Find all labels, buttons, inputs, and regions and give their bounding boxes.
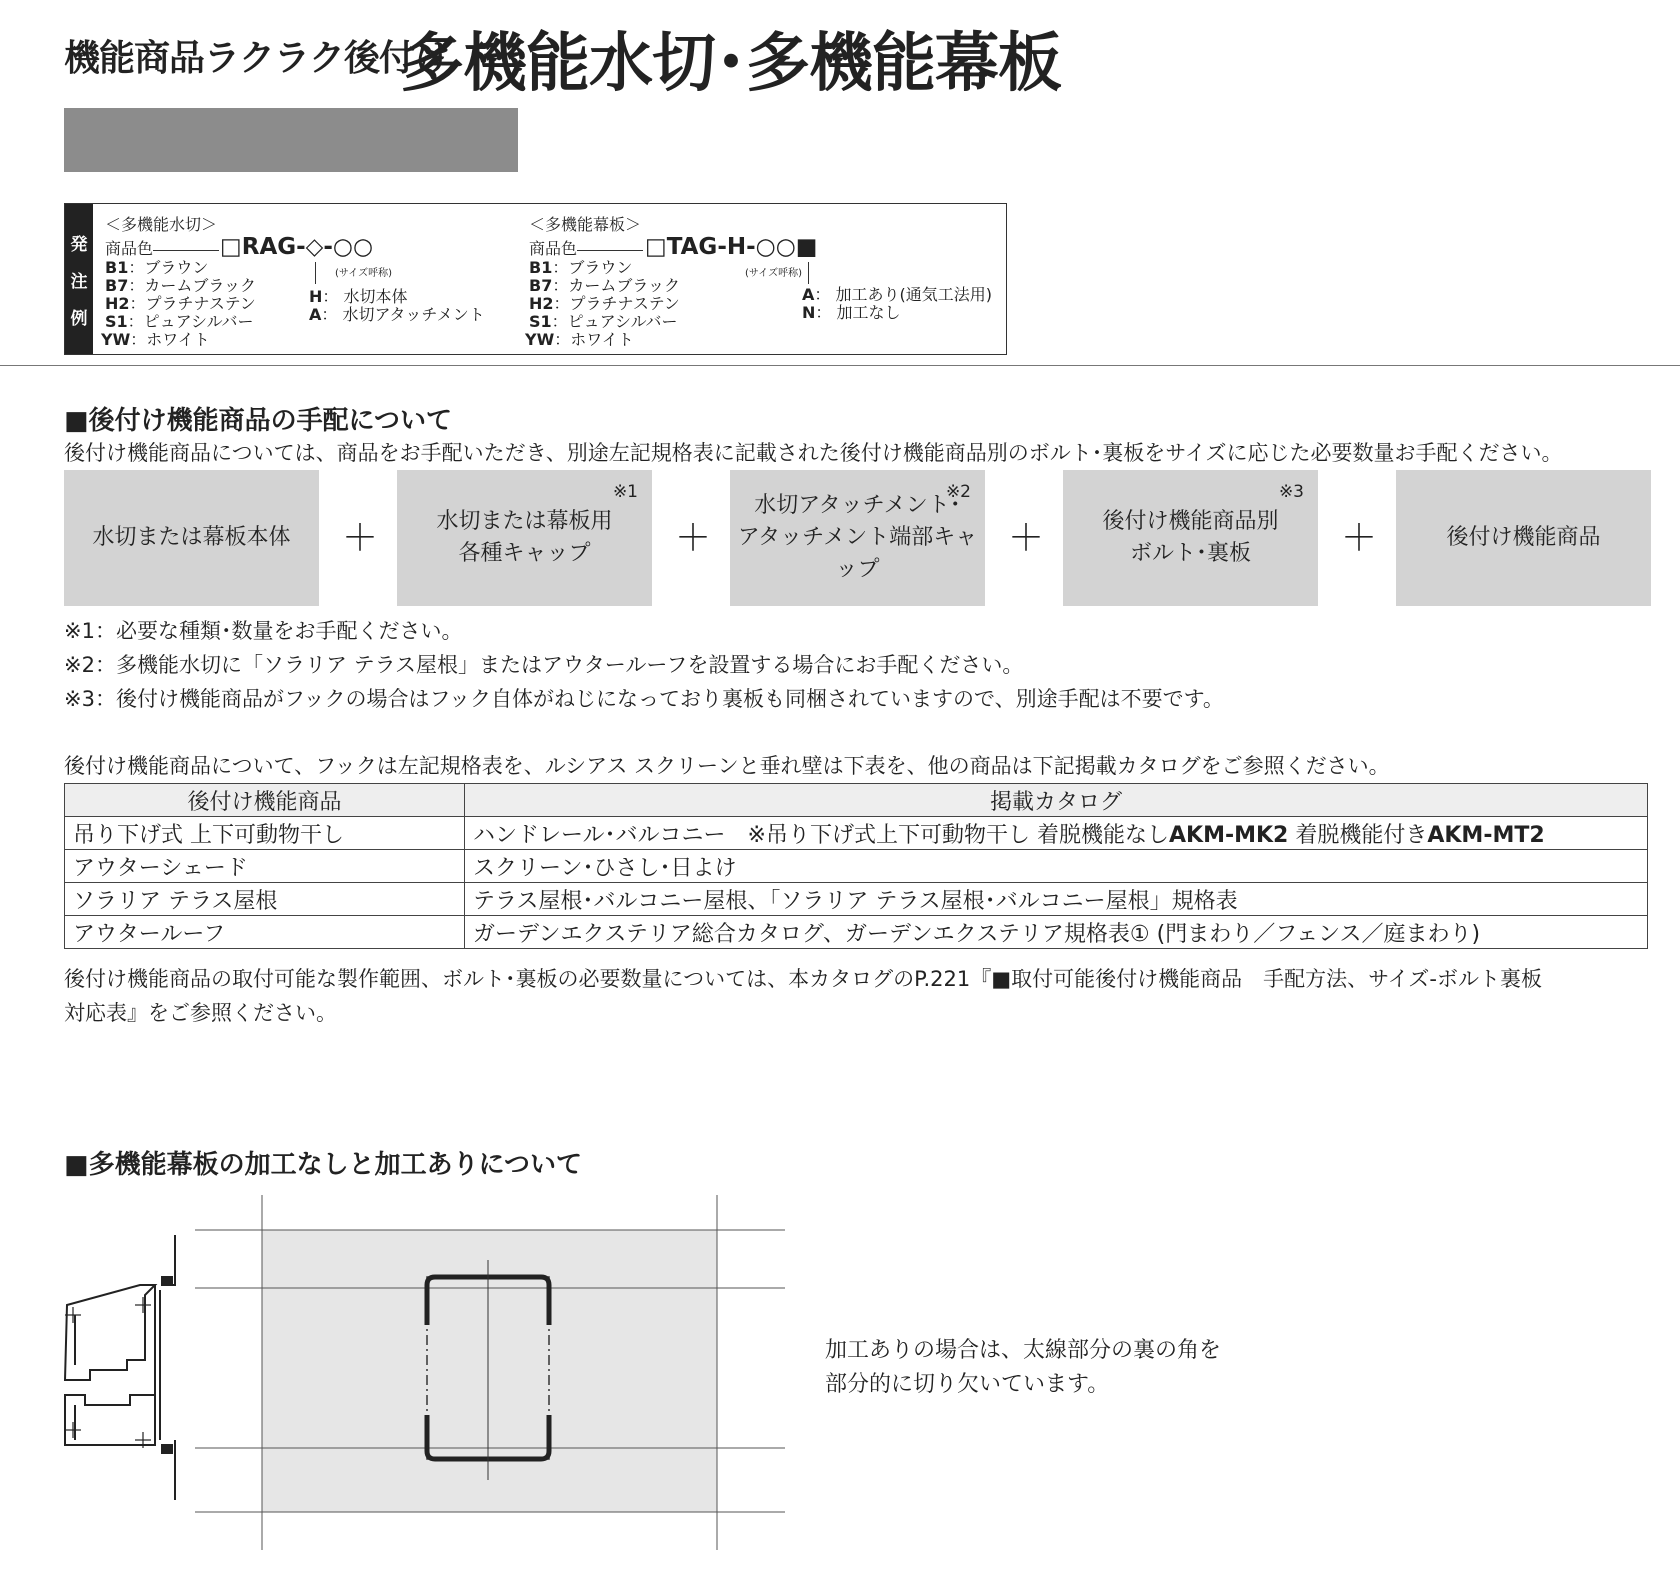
item-box-caps: ※1 水切または幕板用 各種キャップ (397, 470, 652, 606)
subtitle: 機能商品ラクラク後付け (64, 38, 450, 79)
mizukiri-size-note: (サイズ呼称) (335, 268, 393, 279)
table-row: ソラリア テラス屋根 テラス屋根･バルコニー屋根、「ソラリア テラス屋根･バルコニー屋根」規格表 (65, 883, 1648, 916)
leader-line (153, 250, 219, 251)
leader-line (808, 262, 809, 284)
table-header-row (65, 784, 1648, 817)
item-box-function-product: 後付け機能商品 (1396, 470, 1651, 606)
profile-crosshairs (65, 1297, 151, 1448)
plus-sign: ＋ (675, 518, 712, 559)
footer-note-line2: 対応表』をご参照ください。 (64, 1001, 337, 1025)
item-box-bolt: ※3 後付け機能商品別 ボルト･裏板 (1063, 470, 1318, 606)
catalog-table (64, 783, 1648, 949)
profile-section (65, 1235, 175, 1500)
mizukiri-color-label: 商品色 (105, 239, 154, 258)
gray-banner (64, 108, 518, 172)
makuita-color-list: B1：ブラウン B7：カームブラック H2：プラチナステン S1：ピュアシルバー YW：ホワイト (525, 258, 681, 349)
leader-line (315, 262, 316, 284)
section-heading-processing: ■多機能幕板の加工なしと加工ありについて (64, 1150, 583, 1180)
table-row: アウタールーフ ガーデンエクステリア総合カタログ、ガーデンエクステリア規格表① (門まわり／フェンス／庭まわり) (65, 916, 1648, 949)
makuita-color-label: 商品色 (529, 239, 578, 258)
item-box-main-body: 水切または幕板本体 (64, 470, 319, 606)
table-row: アウターシェード スクリーン･ひさし･日よけ (65, 850, 1648, 883)
makuita-diagram (55, 1190, 800, 1570)
note-2: ※2：多機能水切に「ソラリア テラス屋根」またはアウタールーフを設置する場合にお手配ください。 (64, 653, 1024, 677)
table-row: 吊り下げ式 上下可動物干し ハンドレール･バルコニー ※吊り下げ式上下可動物干し 着脱機能なしAKM-MK2 着脱機能付きAKM-MT2 (65, 817, 1648, 850)
makuita-type-list: A： 加工あり(通気工法用) N： 加工なし (802, 285, 992, 322)
order-example-label: 発 注 例 (65, 204, 93, 354)
column-header: 掲載カタログ (465, 784, 1648, 817)
makuita-heading: ＜多機能幕板＞ (529, 215, 642, 234)
panel-area (262, 1230, 717, 1512)
plus-sign: ＋ (1341, 518, 1378, 559)
mizukiri-code: □RAG-◇-○○ (220, 234, 374, 260)
note-3: ※3：後付け機能商品がフックの場合はフック自体がねじになっており裏板も同梱されていますので、別途手配は不要です。 (64, 687, 1224, 711)
column-header: 後付け機能商品 (65, 784, 465, 817)
mizukiri-type-list: H： 水切本体 A： 水切アタッチメント (309, 287, 485, 324)
mizukiri-heading: ＜多機能水切＞ (105, 215, 218, 234)
plus-sign: ＋ (1008, 518, 1045, 559)
table-intro: 後付け機能商品について、フックは左記規格表を、ルシアス スクリーンと垂れ壁は下表を、他の商品は下記掲載カタログをご参照ください。 (64, 754, 1390, 778)
plus-sign: ＋ (342, 518, 379, 559)
item-box-attachment: ※2 水切アタッチメント･ アタッチメント端部キャップ (730, 470, 985, 606)
divider (0, 365, 1680, 366)
section-description: 後付け機能商品については、商品をお手配いただき、別途左記規格表に記載された後付け機能商品別のボルト･裏板をサイズに応じた必要数量お手配ください。 (64, 441, 1563, 465)
page-title: 多機能水切･多機能幕板 (400, 27, 1061, 101)
leader-line (577, 250, 643, 251)
footer-note-line1: 後付け機能商品の取付可能な製作範囲、ボルト･裏板の必要数量については、本カタログのP.221『■取付可能後付け機能商品 手配方法、サイズ-ボルト裏板 (64, 967, 1542, 991)
makuita-code: □TAG-H-○○■ (645, 234, 818, 260)
mizukiri-color-list: B1：ブラウン B7：カームブラック H2：プラチナステン S1：ピュアシルバー YW：ホワイト (101, 258, 257, 349)
processing-caption: 加工ありの場合は、太線部分の裏の角を 部分的に切り欠いています。 (825, 1338, 1222, 1397)
note-1: ※1：必要な種類･数量をお手配ください。 (64, 619, 463, 643)
makuita-size-note: (サイズ呼称) (745, 268, 803, 279)
order-example-box (64, 203, 1007, 355)
section-heading-arrangement: ■後付け機能商品の手配について (64, 406, 453, 436)
